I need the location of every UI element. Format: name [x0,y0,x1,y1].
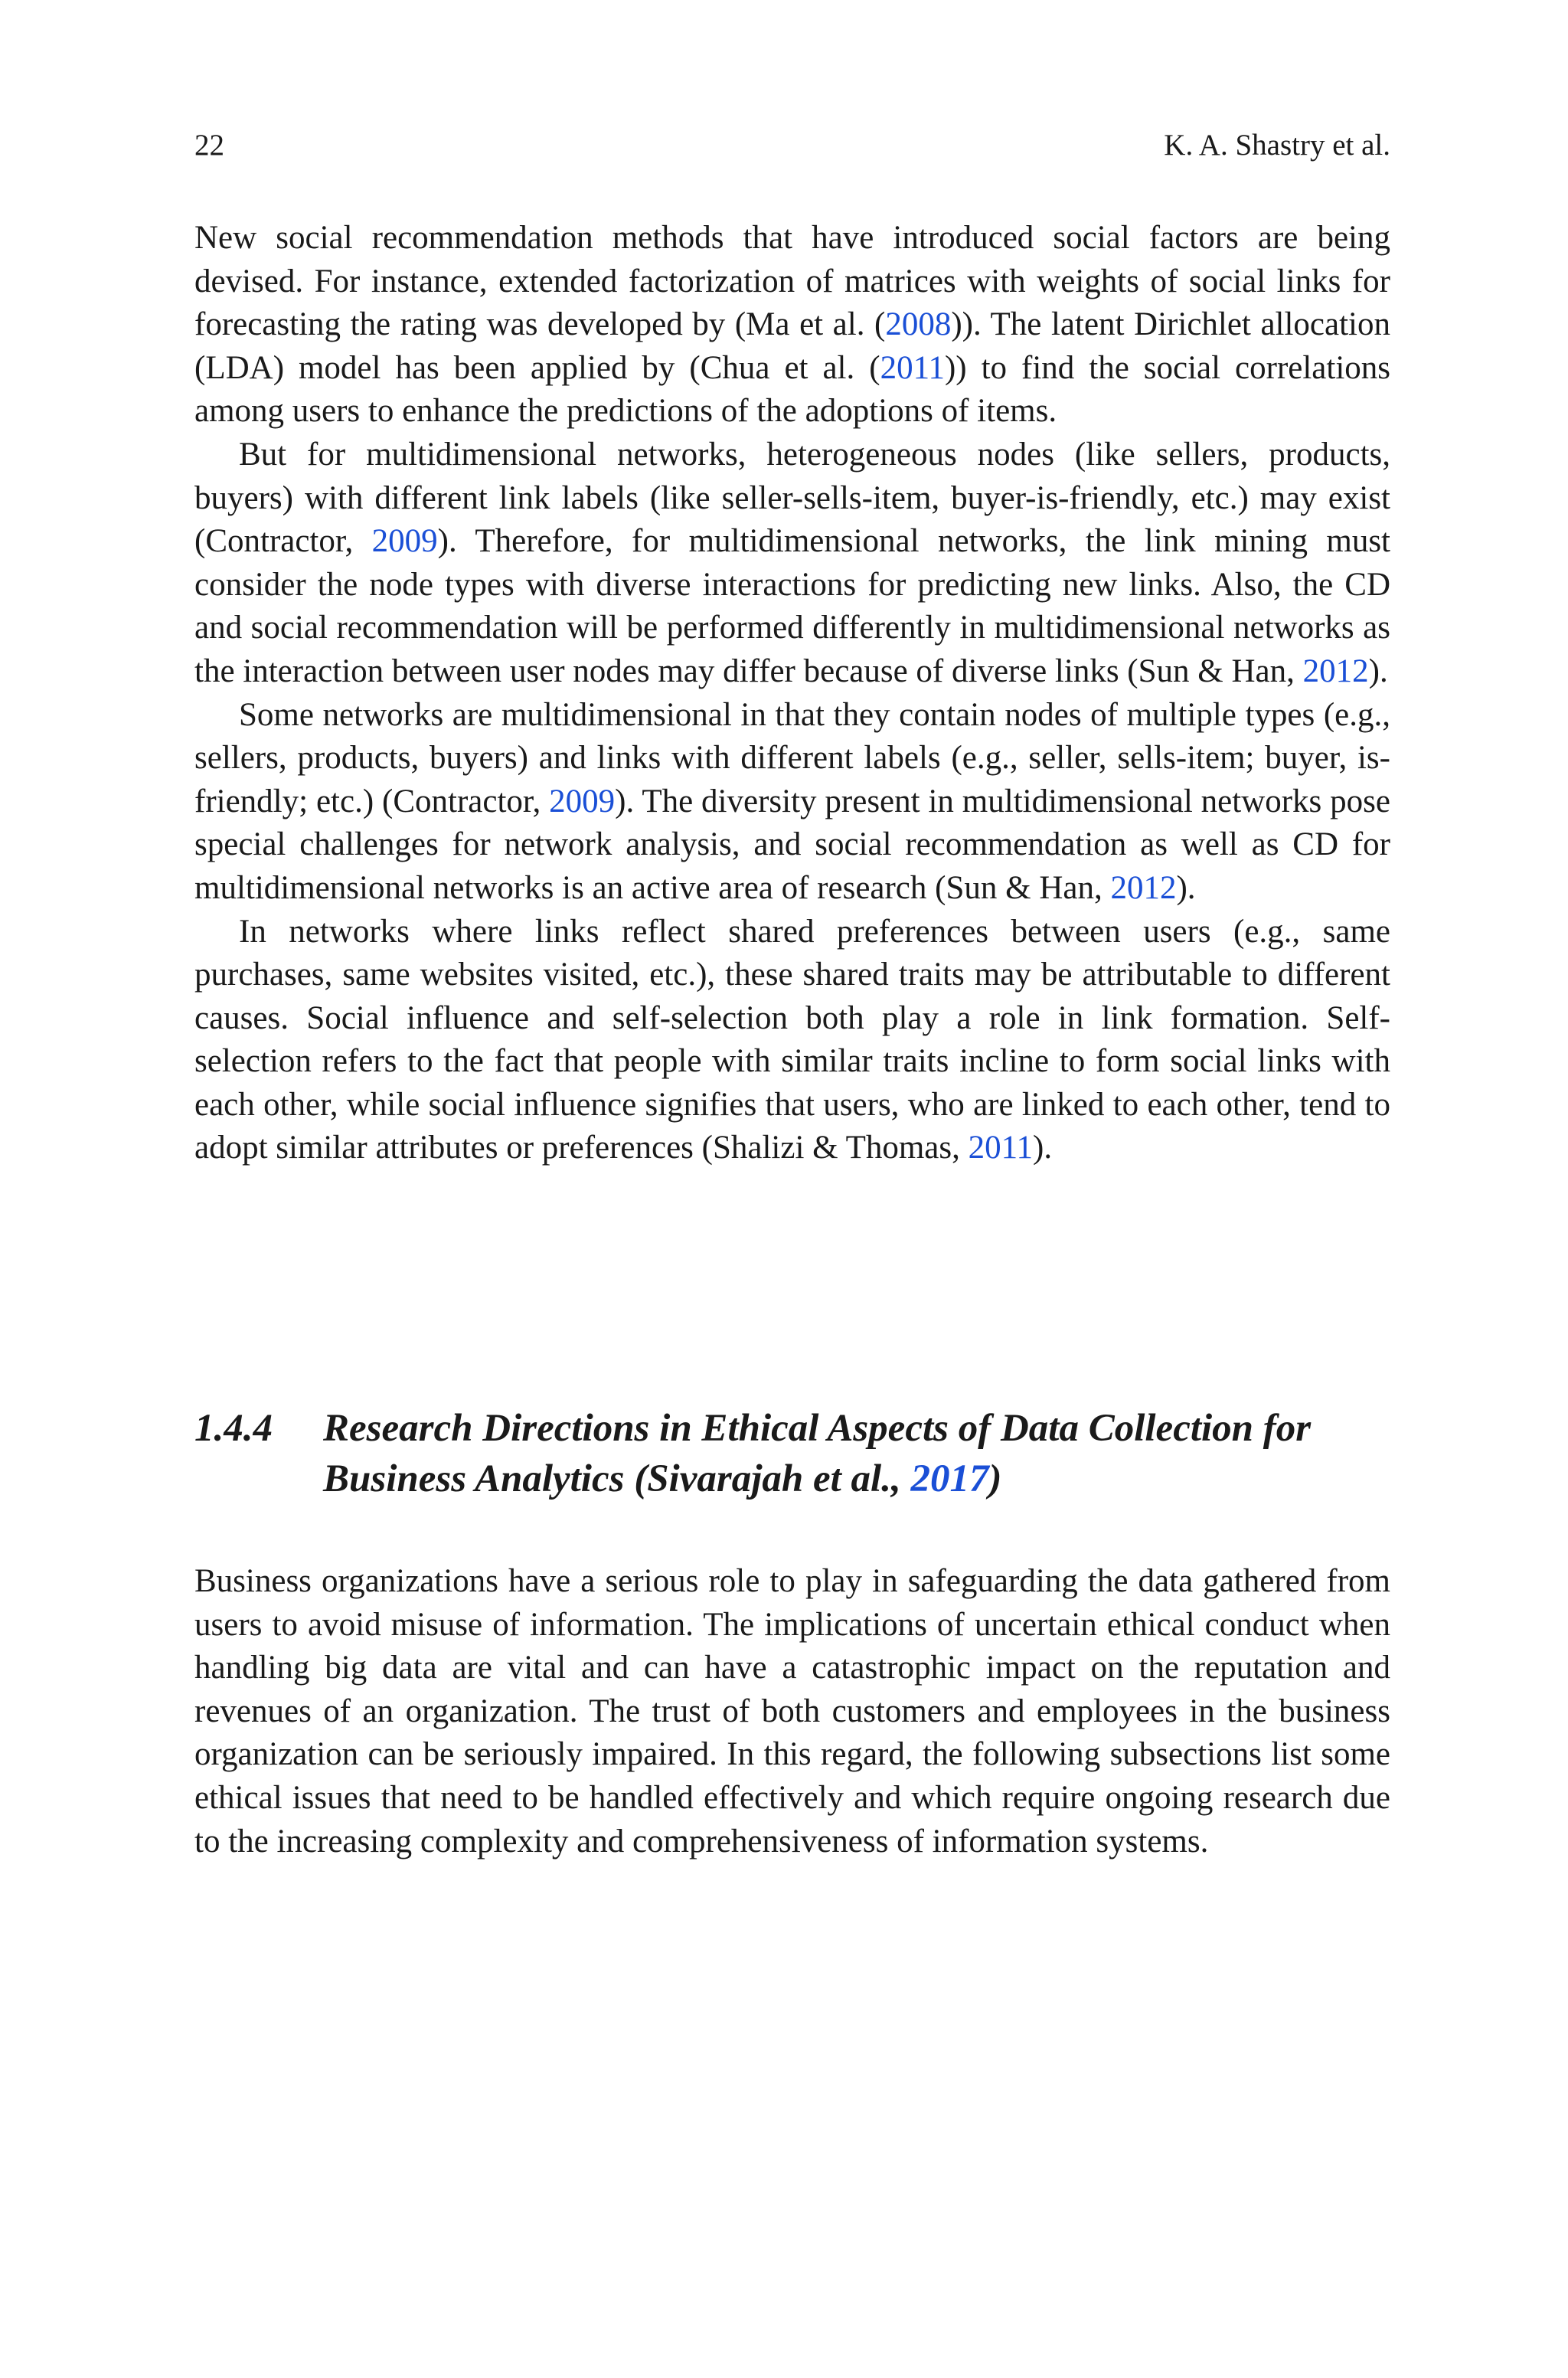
running-head-authors: K. A. Shastry et al. [1164,129,1390,162]
page-number: 22 [194,129,224,162]
paragraph-text: ). Therefore, for multidimensional networks, the link mining must consider the node types with diverse interactions for predicting new links. Also, the CD and social recommendation will be performed differently in multidimensional networks as the interaction between user nodes may differ because of diverse links (Sun & Han, [194,523,1390,689]
section-title-close: ) [988,1457,1002,1500]
paragraph [194,217,1390,433]
section-title [323,1403,1390,1504]
paragraph-text: Business organizations have a serious role to play in safeguarding the data gathered from users to avoid misuse of information. The implications of uncertain ethical conduct when handling big data are vital and can have a catastrophic impact on the reputation and revenues of an organization. The trust of both customers and employees in the business organization can be seriously impaired. In this regard, the following subsections list some ethical issues that need to be handled effectively and which require ongoing research due to the increasing complexity and comprehensiveness of information systems. [194,1563,1390,1860]
paragraph [194,1560,1390,1863]
citation-link[interactable]: 2012 [1302,653,1369,689]
citation-link[interactable]: 2017 [910,1457,989,1500]
section-title-text: Research Directions in Ethical Aspects of Data Collection for Business Analytics (Sivarajah et al., [323,1407,1312,1500]
paragraph-text: New social recommendation methods that have introduced social factors are being devised. For instance, extended factorization of matrices with weights of social links for forecasting the rating was developed by (Ma et al. ( [194,220,1390,343]
citation-link[interactable]: 2009 [549,783,616,819]
paragraph-text: ). [1368,653,1388,689]
citation-link[interactable]: 2009 [371,523,438,560]
citation-link[interactable]: 2012 [1110,869,1177,906]
paragraph-text: )) to find the social correlations among users to enhance the predictions of the adoptions of items. [194,349,1391,430]
paragraph-text: ). The diversity present in multidimensional networks pose special challenges for network analysis, and social recommendation as well as CD for multidimensional networks is an active area of research (Sun & Han, [194,783,1390,906]
section-number: 1.4.4 [194,1407,273,1450]
paragraph [194,694,1390,911]
citation-link[interactable]: 2008 [885,306,952,343]
paragraph-text: Some networks are multidimensional in that they contain nodes of multiple types (e.g., sellers, products, buyers) and links with different labels (e.g., seller, sells-item; buyer, is-friendly; etc.) (Contractor, [194,696,1390,819]
paragraph-text: ). [1033,1130,1053,1166]
body-text-top [194,217,1390,1170]
paragraph-text: )). The latent Dirichlet allocation (LDA) model has been applied by (Chua et al. ( [194,306,1390,386]
paragraph-text: In networks where links reflect shared preferences between users (e.g., same purchases, same websites visited, etc.), these shared traits may be attributable to different causes. Social influence and self-selection both play a role in link formation. Self-selection refers to the fact that people with similar traits incline to form social links with each other, while social influence signifies that users, who are linked to each other, tend to adopt similar attributes or preferences (Shalizi & Thomas, [194,913,1390,1166]
citation-link[interactable]: 2011 [880,349,945,386]
paragraph-text: But for multidimensional networks, heterogeneous nodes (like sellers, products, buyers) with different link labels (like seller-sells-item, buyer-is-friendly, etc.) may exist (Contractor, [194,436,1390,560]
paragraph-text: ). [1176,869,1196,906]
citation-link[interactable]: 2011 [968,1130,1034,1166]
paragraph [194,911,1390,1171]
paragraph [194,433,1390,694]
body-text-bottom [194,1560,1390,1863]
